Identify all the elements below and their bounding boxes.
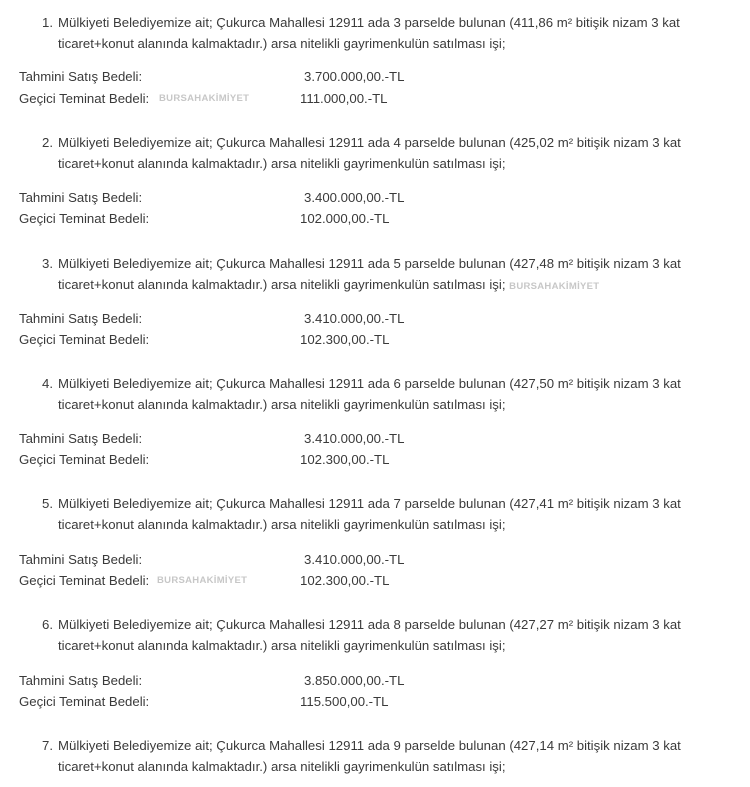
estimated-price-label: Tahmini Satış Bedeli: [19,190,143,205]
guarantee-label: Geçici Teminat Bedeli: [19,452,150,467]
estimated-price-label: Tahmini Satış Bedeli: [19,673,143,688]
item-number: 2. [42,135,53,150]
estimated-price-label: Tahmini Satış Bedeli: [19,431,143,446]
item-description-line-1: Mülkiyeti Belediyemize ait; Çukurca Mahallesi 12911 ada 6 parselde bulunan (427,50 m² bitişik nizam 3 kat [58,376,681,391]
item-description-line-2: ticaret+konut alanında kalmaktadır.) arsa nitelikli gayrimenkulün satılması işi; [58,156,506,171]
estimated-price-value: 3.410.000,00.-TL [304,311,405,326]
estimated-price-value: 3.400.000,00.-TL [304,190,405,205]
estimated-price-value: 3.700.000,00.-TL [304,69,405,84]
item-description-line-1: Mülkiyeti Belediyemize ait; Çukurca Mahallesi 12911 ada 5 parselde bulunan (427,48 m² bitişik nizam 3 kat [58,256,681,271]
item-description-line-1: Mülkiyeti Belediyemize ait; Çukurca Mahallesi 12911 ada 8 parselde bulunan (427,27 m² bitişik nizam 3 kat [58,617,681,632]
guarantee-value: 102.300,00.-TL [300,452,390,467]
item-description-line-1: Mülkiyeti Belediyemize ait; Çukurca Mahallesi 12911 ada 9 parselde bulunan (427,14 m² bitişik nizam 3 kat [58,738,681,753]
item-description [42,493,732,535]
item-description [42,735,732,777]
item-number: 1. [42,15,53,30]
item-number: 5. [42,496,53,511]
item-description-line-1: Mülkiyeti Belediyemize ait; Çukurca Mahallesi 12911 ada 3 parselde bulunan (411,86 m² bitişik nizam 3 kat [58,15,680,30]
item-number: 7. [42,738,53,753]
estimated-price-value: 3.410.000,00.-TL [304,552,405,567]
item-description-line-1: Mülkiyeti Belediyemize ait; Çukurca Mahallesi 12911 ada 4 parselde bulunan (425,02 m² bitişik nizam 3 kat [58,135,681,150]
guarantee-label: Geçici Teminat Bedeli: [19,211,150,226]
estimated-price-label: Tahmini Satış Bedeli: [19,552,143,567]
item-description [42,373,732,415]
item-description-line-2: ticaret+konut alanında kalmaktadır.) arsa nitelikli gayrimenkulün satılması işi; [58,36,506,51]
item-description [42,12,732,54]
item-description [42,253,732,297]
estimated-price-value: 3.850.000,00.-TL [304,673,405,688]
item-description-line-2: ticaret+konut alanında kalmaktadır.) arsa nitelikli gayrimenkulün satılması işi; BURSAHAKİMİYET [58,277,600,292]
guarantee-label: Geçici Teminat Bedeli: [19,573,150,588]
guarantee-label: Geçici Teminat Bedeli: [19,91,150,106]
item-number: 6. [42,617,53,632]
item-description-line-2: ticaret+konut alanında kalmaktadır.) arsa nitelikli gayrimenkulün satılması işi; [58,517,506,532]
estimated-price-label: Tahmini Satış Bedeli: [19,311,143,326]
item-description [42,614,732,656]
watermark: BURSAHAKİMİYET [159,93,250,104]
guarantee-label: Geçici Teminat Bedeli: [19,694,150,709]
item-description-line-2: ticaret+konut alanında kalmaktadır.) arsa nitelikli gayrimenkulün satılması işi; [58,759,506,774]
item-number: 3. [42,256,53,271]
estimated-price-value: 3.410.000,00.-TL [304,431,405,446]
watermark: BURSAHAKİMİYET [157,575,248,586]
item-number: 4. [42,376,53,391]
watermark: BURSAHAKİMİYET [509,281,600,292]
item-description-line-2: ticaret+konut alanında kalmaktadır.) arsa nitelikli gayrimenkulün satılması işi; [58,397,506,412]
guarantee-value: 102.300,00.-TL [300,573,390,588]
item-description-line-2: ticaret+konut alanında kalmaktadır.) arsa nitelikli gayrimenkulün satılması işi; [58,638,506,653]
guarantee-value: 102.000,00.-TL [300,211,390,226]
guarantee-value: 115.500,00.-TL [300,694,389,709]
guarantee-value: 111.000,00.-TL [300,91,388,106]
item-description-line-1: Mülkiyeti Belediyemize ait; Çukurca Mahallesi 12911 ada 7 parselde bulunan (427,41 m² bitişik nizam 3 kat [58,496,681,511]
estimated-price-label: Tahmini Satış Bedeli: [19,69,143,84]
guarantee-value: 102.300,00.-TL [300,332,390,347]
item-description [42,132,732,174]
guarantee-label: Geçici Teminat Bedeli: [19,332,150,347]
